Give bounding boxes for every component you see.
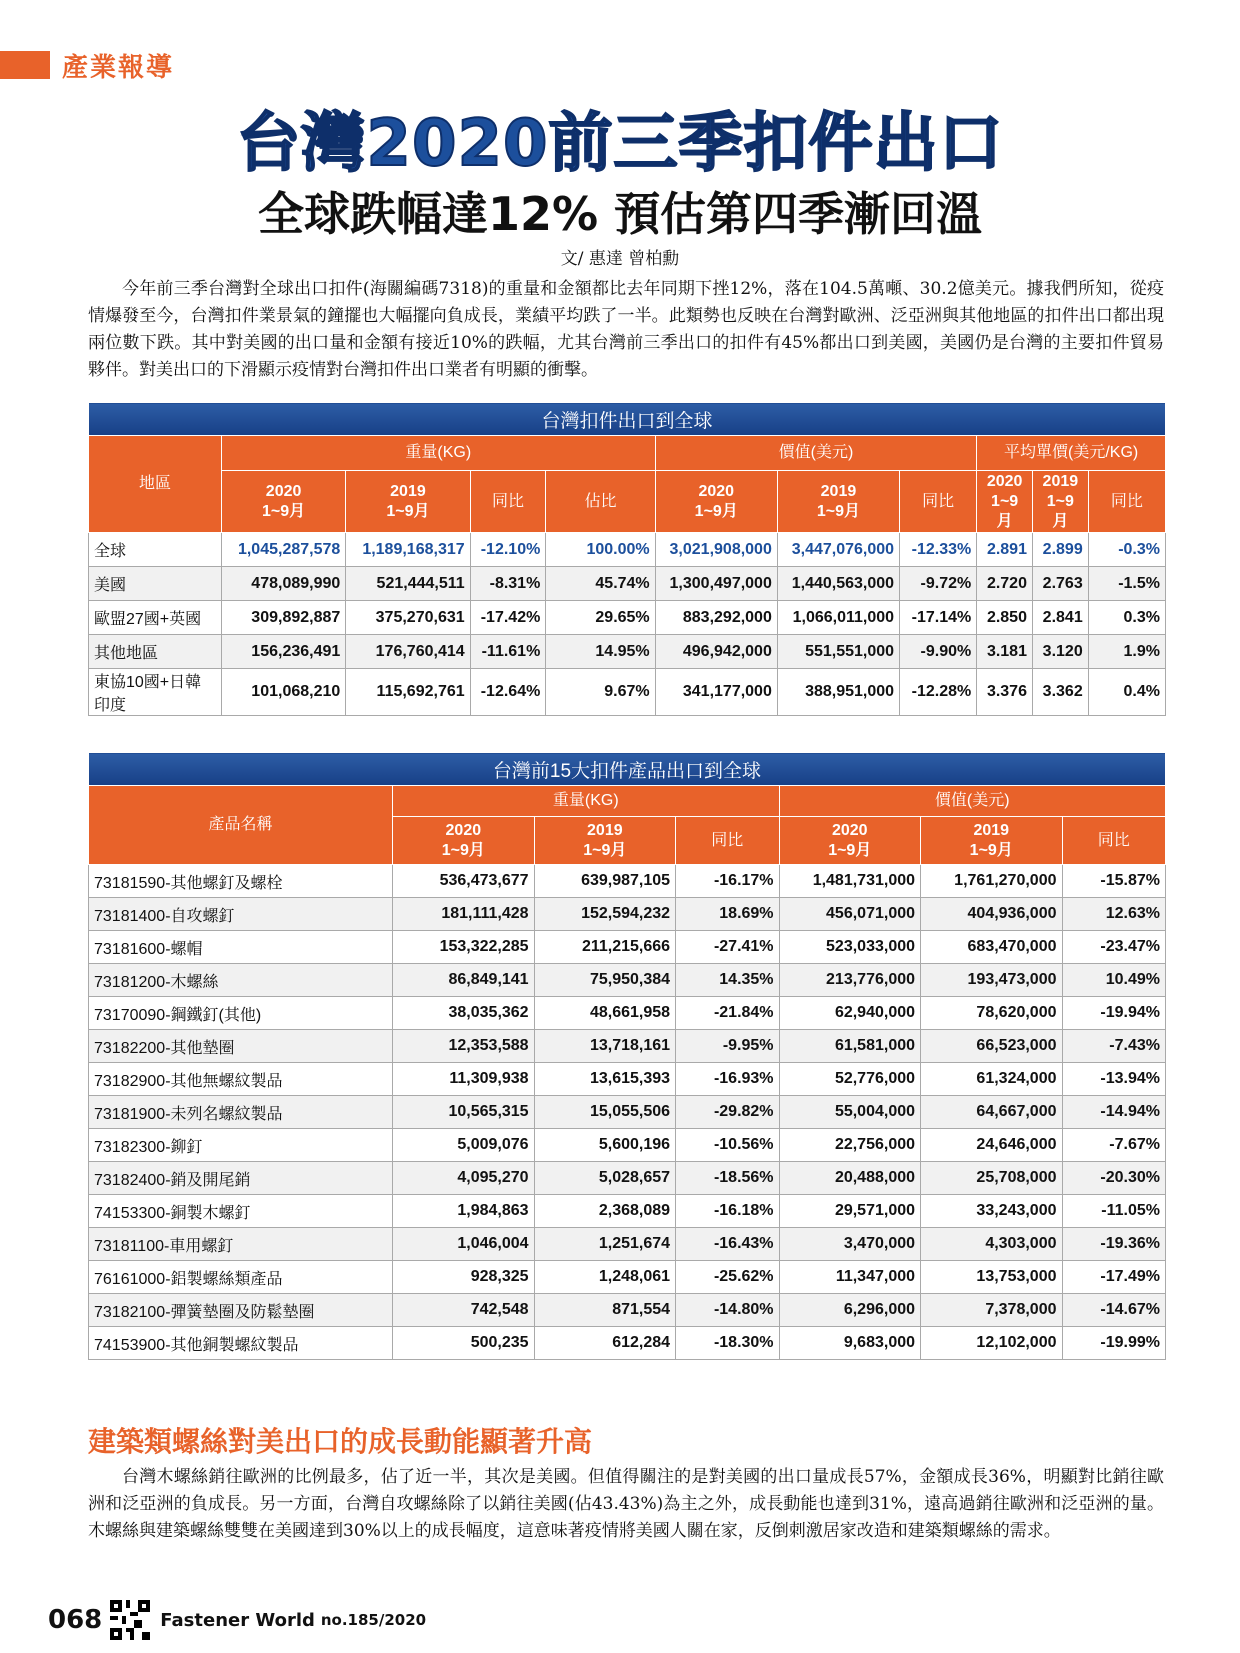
t2-header-w2019: 2019 1~9月 [534, 817, 675, 865]
cell-v2019: 193,473,000 [921, 964, 1062, 997]
t1-header-w2019: 2019 1~9月 [346, 471, 470, 533]
cell-pyoy: 0.4% [1088, 669, 1165, 716]
table-row [89, 964, 1166, 997]
cell-vyoy: -14.67% [1062, 1294, 1166, 1327]
t1-header-p2019: 2019 1~9 月 [1032, 471, 1088, 533]
cell-w2020: 10,565,315 [393, 1096, 534, 1129]
cell-w2019: 115,692,761 [346, 669, 470, 716]
cell-wyoy: -25.62% [676, 1261, 779, 1294]
cell-v2020: 61,581,000 [779, 1030, 920, 1063]
cell-w2019: 152,594,232 [534, 898, 675, 931]
cell-vyoy: -15.87% [1062, 865, 1166, 898]
cell-vyoy: -17.14% [900, 601, 977, 635]
cell-w2020: 153,322,285 [393, 931, 534, 964]
cell-p2020: 3.376 [977, 669, 1033, 716]
cell-vyoy: -19.99% [1062, 1327, 1166, 1360]
cell-vyoy: -19.36% [1062, 1228, 1166, 1261]
cell-name: 74153300-銅製木螺釘 [89, 1195, 393, 1228]
table-row [89, 865, 1166, 898]
cell-share: 45.74% [546, 567, 655, 601]
cell-vyoy: 12.63% [1062, 898, 1166, 931]
cell-v2019: 1,761,270,000 [921, 865, 1062, 898]
article-title: 台灣2020前三季扣件出口 [236, 107, 1004, 181]
t1-header-w2020: 2020 1~9月 [221, 471, 345, 533]
t1-header-weight: 重量(KG) [221, 436, 655, 471]
cell-wyoy: -14.80% [676, 1294, 779, 1327]
table-row [89, 898, 1166, 931]
cell-v2020: 29,571,000 [779, 1195, 920, 1228]
cell-w2019: 13,718,161 [534, 1030, 675, 1063]
cell-name: 73181900-未列名螺紋製品 [89, 1096, 393, 1129]
t2-header-weight: 重量(KG) [393, 786, 779, 817]
page-footer [48, 1598, 426, 1642]
cell-w2019: 1,251,674 [534, 1228, 675, 1261]
cell-v2020: 55,004,000 [779, 1096, 920, 1129]
cell-v2019: 33,243,000 [921, 1195, 1062, 1228]
cell-pyoy: 1.9% [1088, 635, 1165, 669]
cell-name: 73181100-車用螺釘 [89, 1228, 393, 1261]
cell-wyoy: 14.35% [676, 964, 779, 997]
table-row [89, 997, 1166, 1030]
cell-v2019: 24,646,000 [921, 1129, 1062, 1162]
table-row [89, 635, 1166, 669]
magazine-name: Fastener World [160, 1609, 315, 1631]
cell-name: 73182900-其他無螺紋製品 [89, 1063, 393, 1096]
cell-wyoy: -21.84% [676, 997, 779, 1030]
t1-header-value: 價值(美元) [655, 436, 977, 471]
cell-w2019: 1,248,061 [534, 1261, 675, 1294]
cell-vyoy: -7.67% [1062, 1129, 1166, 1162]
t1-header-unit-price: 平均單價(美元/KG) [977, 436, 1166, 471]
cell-region: 東協10國+日韓印度 [89, 669, 222, 716]
table-row [89, 1228, 1166, 1261]
cell-name: 73181590-其他螺釘及螺栓 [89, 865, 393, 898]
cell-wyoy: -29.82% [676, 1096, 779, 1129]
t2-header-product: 產品名稱 [89, 786, 393, 865]
cell-v2019: 1,066,011,000 [777, 601, 899, 635]
cell-v2019: 3,447,076,000 [777, 533, 899, 567]
t1-header-p2020: 2020 1~9 月 [977, 471, 1033, 533]
cell-w2020: 1,045,287,578 [221, 533, 345, 567]
cell-name: 73181200-木螺絲 [89, 964, 393, 997]
cell-v2019: 13,753,000 [921, 1261, 1062, 1294]
cell-region: 全球 [89, 533, 222, 567]
t1-header-region: 地區 [89, 436, 222, 533]
cell-region: 歐盟27國+英國 [89, 601, 222, 635]
cell-pyoy: -1.5% [1088, 567, 1165, 601]
cell-w2020: 536,473,677 [393, 865, 534, 898]
cell-name: 74153900-其他銅製螺紋製品 [89, 1327, 393, 1360]
table-row [89, 1195, 1166, 1228]
cell-w2020: 12,353,588 [393, 1030, 534, 1063]
cell-v2020: 11,347,000 [779, 1261, 920, 1294]
cell-v2020: 1,300,497,000 [655, 567, 777, 601]
section-tag [0, 48, 174, 82]
cell-v2019: 1,440,563,000 [777, 567, 899, 601]
cell-vyoy: -9.72% [900, 567, 977, 601]
cell-w2020: 1,046,004 [393, 1228, 534, 1261]
cell-wyoy: -17.42% [470, 601, 546, 635]
cell-v2020: 6,296,000 [779, 1294, 920, 1327]
cell-v2019: 25,708,000 [921, 1162, 1062, 1195]
cell-name: 73182300-鉚釘 [89, 1129, 393, 1162]
top15-products-table [88, 752, 1166, 1360]
cell-w2019: 211,215,666 [534, 931, 675, 964]
cell-pyoy: -0.3% [1088, 533, 1165, 567]
cell-region: 其他地區 [89, 635, 222, 669]
table-row [89, 931, 1166, 964]
cell-v2020: 523,033,000 [779, 931, 920, 964]
cell-p2019: 3.362 [1032, 669, 1088, 716]
cell-w2020: 11,309,938 [393, 1063, 534, 1096]
cell-v2019: 66,523,000 [921, 1030, 1062, 1063]
t1-header-v2020: 2020 1~9月 [655, 471, 777, 533]
table2-caption: 台灣前15大扣件產品出口到全球 [89, 753, 1166, 786]
cell-v2020: 883,292,000 [655, 601, 777, 635]
cell-v2020: 496,942,000 [655, 635, 777, 669]
t1-header-pyoy: 同比 [1088, 471, 1165, 533]
cell-v2020: 3,021,908,000 [655, 533, 777, 567]
cell-p2020: 3.181 [977, 635, 1033, 669]
cell-p2019: 2.763 [1032, 567, 1088, 601]
cell-v2019: 64,667,000 [921, 1096, 1062, 1129]
table-row [89, 669, 1166, 716]
cell-wyoy: -18.30% [676, 1327, 779, 1360]
cell-w2019: 521,444,511 [346, 567, 470, 601]
cell-w2019: 612,284 [534, 1327, 675, 1360]
cell-name: 73182100-彈簧墊圈及防鬆墊圈 [89, 1294, 393, 1327]
cell-name: 73181400-自攻螺釘 [89, 898, 393, 931]
table-row [89, 1096, 1166, 1129]
cell-vyoy: -20.30% [1062, 1162, 1166, 1195]
cell-v2019: 78,620,000 [921, 997, 1062, 1030]
cell-v2019: 12,102,000 [921, 1327, 1062, 1360]
cell-vyoy: -13.94% [1062, 1063, 1166, 1096]
cell-w2020: 86,849,141 [393, 964, 534, 997]
cell-w2019: 48,661,958 [534, 997, 675, 1030]
cell-w2020: 181,111,428 [393, 898, 534, 931]
cell-v2020: 456,071,000 [779, 898, 920, 931]
cell-p2020: 2.720 [977, 567, 1033, 601]
table-row [89, 533, 1166, 567]
cell-vyoy: -17.49% [1062, 1261, 1166, 1294]
cell-w2019: 75,950,384 [534, 964, 675, 997]
cell-v2020: 20,488,000 [779, 1162, 920, 1195]
cell-p2020: 2.891 [977, 533, 1033, 567]
cell-wyoy: 18.69% [676, 898, 779, 931]
table-row [89, 601, 1166, 635]
cell-v2019: 388,951,000 [777, 669, 899, 716]
cell-wyoy: -9.95% [676, 1030, 779, 1063]
t2-header-value: 價值(美元) [779, 786, 1165, 817]
cell-p2019: 2.841 [1032, 601, 1088, 635]
cell-v2020: 52,776,000 [779, 1063, 920, 1096]
cell-name: 73182200-其他墊圈 [89, 1030, 393, 1063]
cell-p2019: 2.899 [1032, 533, 1088, 567]
byline: 文/ 惠達 曾柏勳 [560, 249, 680, 269]
table-row [89, 1327, 1166, 1360]
cell-v2019: 4,303,000 [921, 1228, 1062, 1261]
t1-header-wyoy: 同比 [470, 471, 546, 533]
cell-name: 73181600-螺帽 [89, 931, 393, 964]
intro-paragraph: 今年前三季台灣對全球出口扣件(海關編碼7318)的重量和金額都比去年同期下挫12%，落在104.5萬噸、30.2億美元。據我們所知，從疫情爆發至今，台灣扣件業景氣的鐘擺也大幅擺向負成長，業績平均跌了一半。此類勢也反映在台灣對歐洲、泛亞洲與其他地區的扣件出口都出現兩位數下跌。其中對美國的出口量和金額有接近10%的跌幅，尤其台灣前三季出口的扣件有45%都出口到美國，美國仍是台灣的主要扣件貿易夥伴。對美出口的下滑顯示疫情對台灣扣件出口業者有明顯的衝擊。 [88, 279, 1164, 380]
cell-vyoy: 10.49% [1062, 964, 1166, 997]
cell-w2019: 1,189,168,317 [346, 533, 470, 567]
t2-header-w2020: 2020 1~9月 [393, 817, 534, 865]
table-row [89, 1063, 1166, 1096]
cell-p2019: 3.120 [1032, 635, 1088, 669]
cell-pyoy: 0.3% [1088, 601, 1165, 635]
cell-vyoy: -14.94% [1062, 1096, 1166, 1129]
body-paragraph: 台灣木螺絲銷往歐洲的比例最多，佔了近一半，其次是美國。但值得關注的是對美國的出口量成長57%，金額成長36%，明顯對比銷往歐洲和泛亞洲的負成長。另一方面，台灣自攻螺絲除了以銷往美國(佔43.43%)為主之外，成長動能也達到31%，遠高過銷往歐洲和泛亞洲的量。木螺絲與建築螺絲雙雙在美國達到30%以上的成長幅度，這意味著疫情將美國人關在家，反倒刺激居家改造和建築類螺絲的需求。 [88, 1467, 1164, 1541]
cell-v2020: 213,776,000 [779, 964, 920, 997]
cell-v2020: 22,756,000 [779, 1129, 920, 1162]
cell-w2019: 871,554 [534, 1294, 675, 1327]
cell-vyoy: -23.47% [1062, 931, 1166, 964]
section-tag-label: 產業報導 [62, 52, 175, 83]
cell-share: 29.65% [546, 601, 655, 635]
cell-wyoy: -27.41% [676, 931, 779, 964]
cell-wyoy: -16.18% [676, 1195, 779, 1228]
cell-w2020: 1,984,863 [393, 1195, 534, 1228]
cell-w2019: 15,055,506 [534, 1096, 675, 1129]
t2-header-v2020: 2020 1~9月 [779, 817, 920, 865]
issue-number: no.185/2020 [320, 1611, 427, 1629]
cell-share: 14.95% [546, 635, 655, 669]
table-row [89, 1030, 1166, 1063]
cell-region: 美國 [89, 567, 222, 601]
cell-wyoy: -8.31% [470, 567, 546, 601]
cell-vyoy: -11.05% [1062, 1195, 1166, 1228]
t1-header-vyoy: 同比 [900, 471, 977, 533]
cell-w2019: 5,028,657 [534, 1162, 675, 1195]
cell-vyoy: -9.90% [900, 635, 977, 669]
cell-vyoy: -12.28% [900, 669, 977, 716]
table-row [89, 1294, 1166, 1327]
cell-v2019: 551,551,000 [777, 635, 899, 669]
section-subheading: 建築類螺絲對美出口的成長動能顯著升高 [88, 1425, 593, 1458]
table1-caption: 台灣扣件出口到全球 [89, 403, 1166, 436]
table-row [89, 1129, 1166, 1162]
t2-header-vyoy: 同比 [1062, 817, 1166, 865]
cell-w2020: 742,548 [393, 1294, 534, 1327]
qr-code-icon [110, 1600, 150, 1640]
cell-name: 73170090-鋼鐵釘(其他) [89, 997, 393, 1030]
cell-w2020: 156,236,491 [221, 635, 345, 669]
cell-w2019: 13,615,393 [534, 1063, 675, 1096]
t1-header-v2019: 2019 1~9月 [777, 471, 899, 533]
cell-w2020: 309,892,887 [221, 601, 345, 635]
t1-header-share: 佔比 [546, 471, 655, 533]
cell-v2019: 404,936,000 [921, 898, 1062, 931]
cell-w2020: 38,035,362 [393, 997, 534, 1030]
cell-wyoy: -18.56% [676, 1162, 779, 1195]
article-subtitle: 全球跌幅達12% 預估第四季漸回溫 [257, 187, 983, 241]
cell-vyoy: -7.43% [1062, 1030, 1166, 1063]
cell-v2020: 9,683,000 [779, 1327, 920, 1360]
cell-w2019: 375,270,631 [346, 601, 470, 635]
table-row [89, 567, 1166, 601]
cell-wyoy: -12.10% [470, 533, 546, 567]
cell-w2020: 928,325 [393, 1261, 534, 1294]
cell-w2020: 101,068,210 [221, 669, 345, 716]
table-row [89, 1261, 1166, 1294]
cell-v2019: 683,470,000 [921, 931, 1062, 964]
cell-w2019: 2,368,089 [534, 1195, 675, 1228]
cell-share: 100.00% [546, 533, 655, 567]
t2-header-wyoy: 同比 [676, 817, 779, 865]
cell-v2020: 1,481,731,000 [779, 865, 920, 898]
cell-name: 73182400-銷及開尾銷 [89, 1162, 393, 1195]
cell-v2020: 3,470,000 [779, 1228, 920, 1261]
cell-w2020: 5,009,076 [393, 1129, 534, 1162]
page-number: 068 [48, 1605, 103, 1635]
cell-w2019: 639,987,105 [534, 865, 675, 898]
cell-wyoy: -16.93% [676, 1063, 779, 1096]
t2-header-v2019: 2019 1~9月 [921, 817, 1062, 865]
cell-vyoy: -19.94% [1062, 997, 1166, 1030]
cell-w2019: 176,760,414 [346, 635, 470, 669]
cell-v2020: 62,940,000 [779, 997, 920, 1030]
cell-v2020: 341,177,000 [655, 669, 777, 716]
cell-w2020: 478,089,990 [221, 567, 345, 601]
cell-w2020: 4,095,270 [393, 1162, 534, 1195]
cell-w2020: 500,235 [393, 1327, 534, 1360]
cell-wyoy: -10.56% [676, 1129, 779, 1162]
table-row [89, 1162, 1166, 1195]
cell-vyoy: -12.33% [900, 533, 977, 567]
cell-v2019: 61,324,000 [921, 1063, 1062, 1096]
cell-p2020: 2.850 [977, 601, 1033, 635]
cell-wyoy: -12.64% [470, 669, 546, 716]
section-tag-bar [0, 51, 50, 79]
cell-wyoy: -16.43% [676, 1228, 779, 1261]
cell-v2019: 7,378,000 [921, 1294, 1062, 1327]
cell-share: 9.67% [546, 669, 655, 716]
cell-wyoy: -11.61% [470, 635, 546, 669]
cell-wyoy: -16.17% [676, 865, 779, 898]
cell-w2019: 5,600,196 [534, 1129, 675, 1162]
cell-name: 76161000-鋁製螺絲類產品 [89, 1261, 393, 1294]
export-by-region-table [88, 402, 1166, 716]
